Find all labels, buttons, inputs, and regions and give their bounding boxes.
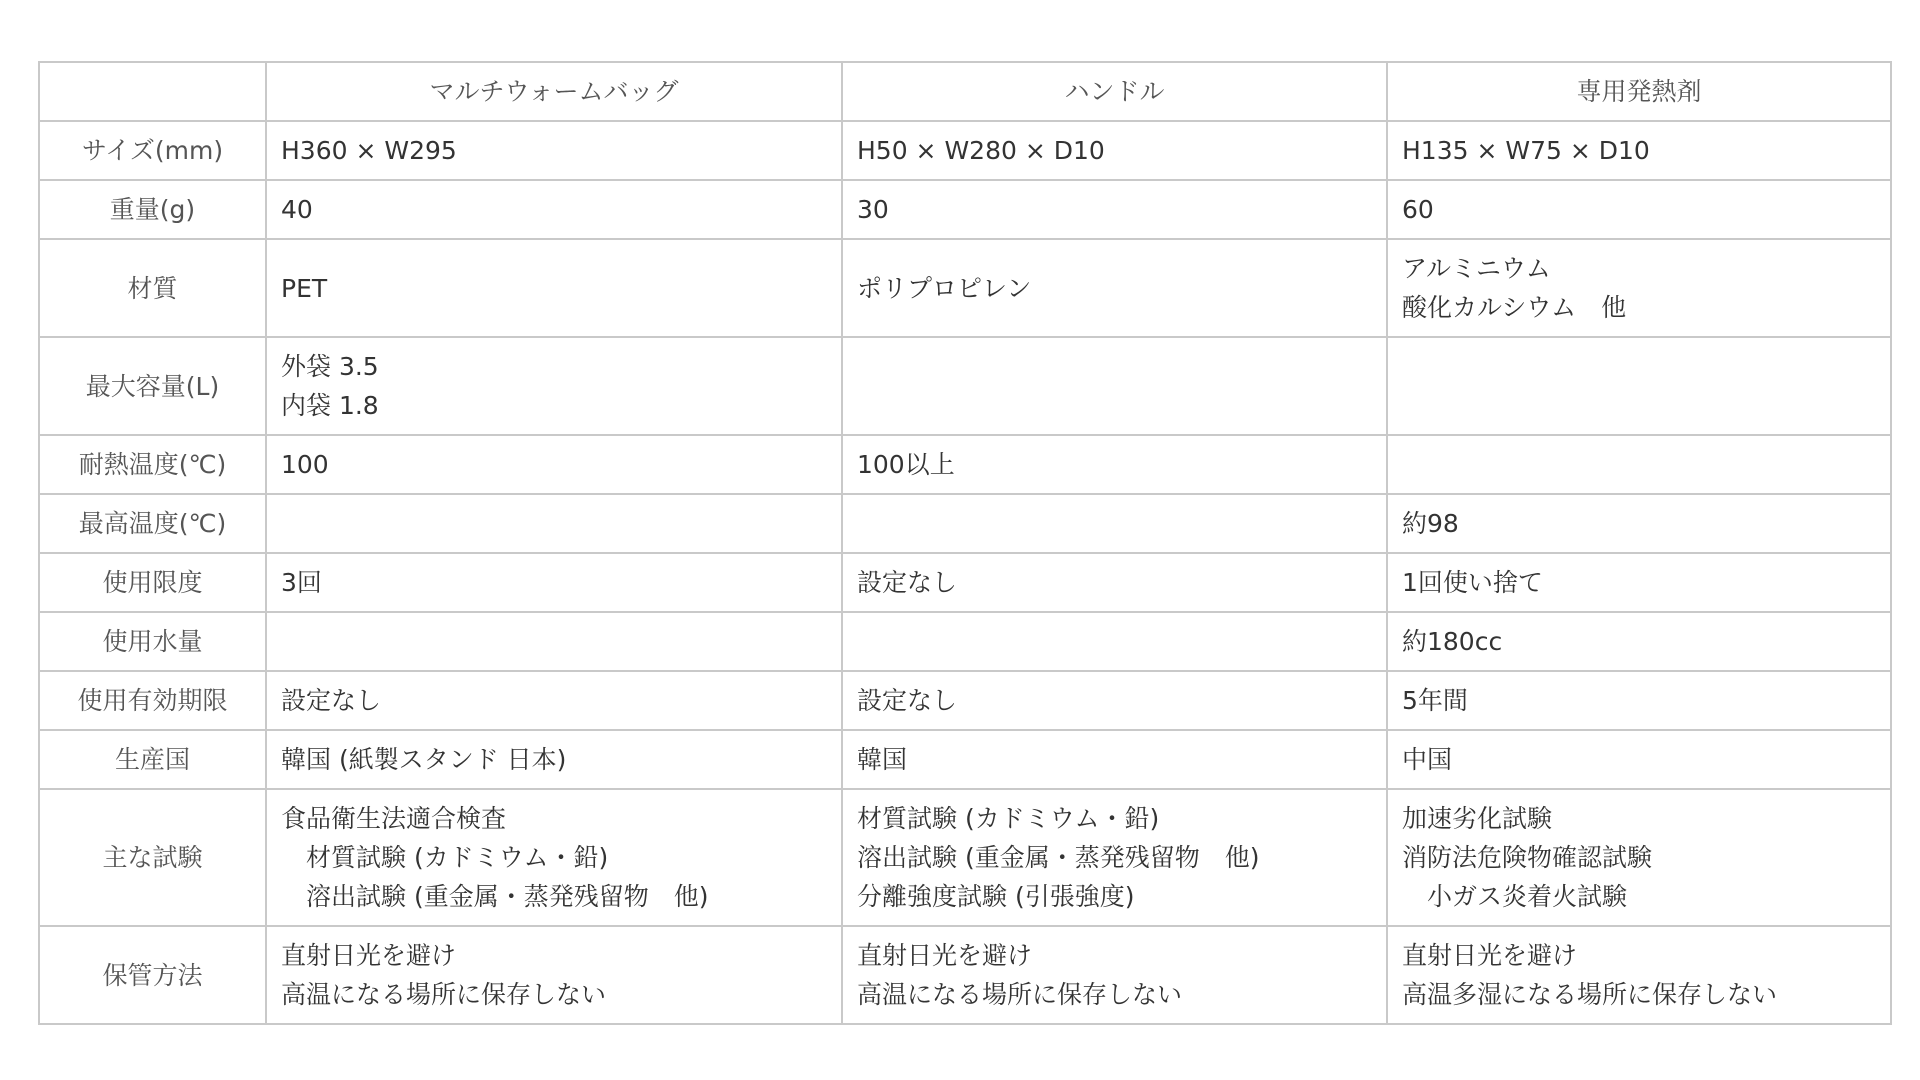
cell-line: 中国 — [1402, 745, 1453, 774]
cell-warm-bag — [266, 926, 842, 1024]
row-label: サイズ(mm) — [39, 121, 266, 180]
cell-line: 食品衛生法適合検査 — [281, 804, 507, 833]
cell-handle — [842, 435, 1387, 494]
cell-line: H50 × W280 × D10 — [857, 136, 1105, 165]
header-heating-agent: 専用発熱剤 — [1387, 62, 1891, 121]
cell-heating-agent — [1387, 789, 1891, 926]
capacity-row — [39, 337, 1891, 435]
header-handle: ハンドル — [842, 62, 1387, 121]
cell-line: 酸化カルシウム 他 — [1402, 293, 1627, 322]
cell-line: 高温になる場所に保存しない — [857, 980, 1183, 1009]
cell-line: 100以上 — [857, 450, 955, 479]
cell-line: 設定なし — [857, 686, 958, 715]
cell-heating-agent — [1387, 671, 1891, 730]
cell-line: 高温多湿になる場所に保存しない — [1402, 980, 1778, 1009]
cell-warm-bag — [266, 553, 842, 612]
cell-handle — [842, 926, 1387, 1024]
row-label: 重量(g) — [39, 180, 266, 239]
cell-line: ポリプロピレン — [857, 273, 1032, 303]
cell-warm-bag — [266, 337, 842, 435]
cell-line: アルミニウム — [1402, 254, 1551, 283]
cell-heating-agent — [1387, 121, 1891, 180]
header-corner-cell — [39, 62, 266, 121]
cell-line: 韓国 — [857, 745, 908, 774]
header-warm-bag: マルチウォームバッグ — [266, 62, 842, 121]
row-label: 生産国 — [39, 730, 266, 789]
cell-line: 1回使い捨て — [1402, 568, 1543, 597]
cell-handle — [842, 337, 1387, 435]
row-label: 保管方法 — [39, 926, 266, 1024]
cell-line: 分離強度試験 (引張強度) — [857, 882, 1135, 911]
cell-heating-agent — [1387, 435, 1891, 494]
cell-line: 直射日光を避け — [281, 941, 457, 970]
cell-warm-bag — [266, 239, 842, 337]
cell-line: 韓国 (紙製スタンド 日本) — [281, 745, 567, 774]
cell-line: H360 × W295 — [281, 136, 457, 165]
cell-handle — [842, 789, 1387, 926]
row-label: 使用有効期限 — [39, 671, 266, 730]
row-label: 使用水量 — [39, 612, 266, 671]
cell-line: 外袋 3.5 — [281, 352, 379, 381]
cell-warm-bag — [266, 435, 842, 494]
cell-handle — [842, 553, 1387, 612]
spec-table-body — [39, 62, 1891, 1024]
row-label: 主な試験 — [39, 789, 266, 926]
cell-warm-bag — [266, 494, 842, 553]
cell-line: 溶出試験 (重金属・蒸発残留物 他) — [857, 843, 1260, 872]
cell-line: 5年間 — [1402, 686, 1468, 715]
cell-handle — [842, 612, 1387, 671]
cell-warm-bag — [266, 730, 842, 789]
cell-line: 60 — [1402, 195, 1434, 224]
cell-warm-bag — [266, 180, 842, 239]
cell-warm-bag — [266, 612, 842, 671]
cell-line: 内袋 1.8 — [281, 391, 379, 420]
heat-resistance-row — [39, 435, 1891, 494]
expiry-row — [39, 671, 1891, 730]
cell-warm-bag — [266, 121, 842, 180]
cell-heating-agent — [1387, 494, 1891, 553]
cell-heating-agent — [1387, 180, 1891, 239]
cell-handle — [842, 121, 1387, 180]
tests-row — [39, 789, 1891, 926]
water-amount-row — [39, 612, 1891, 671]
cell-line: 高温になる場所に保存しない — [281, 980, 607, 1009]
cell-heating-agent — [1387, 337, 1891, 435]
cell-heating-agent — [1387, 926, 1891, 1024]
row-label: 最高温度(℃) — [39, 494, 266, 553]
row-label: 耐熱温度(℃) — [39, 435, 266, 494]
cell-handle — [842, 671, 1387, 730]
cell-line: 材質試験 (カドミウム・鉛) — [857, 804, 1160, 833]
cell-heating-agent — [1387, 553, 1891, 612]
cell-line: 40 — [281, 195, 313, 224]
cell-line: 溶出試験 (重金属・蒸発残留物 他) — [281, 882, 709, 911]
cell-heating-agent — [1387, 612, 1891, 671]
cell-warm-bag — [266, 671, 842, 730]
row-label: 使用限度 — [39, 553, 266, 612]
row-label: 材質 — [39, 239, 266, 337]
cell-line: 約180cc — [1402, 627, 1503, 656]
cell-warm-bag — [266, 789, 842, 926]
cell-line: 直射日光を避け — [1402, 941, 1578, 970]
cell-line: 消防法危険物確認試験 — [1402, 843, 1653, 872]
cell-handle — [842, 494, 1387, 553]
cell-line: 設定なし — [281, 686, 382, 715]
material-row — [39, 239, 1891, 337]
cell-line: 材質試験 (カドミウム・鉛) — [281, 843, 609, 872]
cell-heating-agent — [1387, 730, 1891, 789]
header-row — [39, 62, 1891, 121]
product-spec-table — [38, 61, 1892, 1025]
cell-line: H135 × W75 × D10 — [1402, 136, 1650, 165]
weight-row — [39, 180, 1891, 239]
size-row — [39, 121, 1891, 180]
storage-row — [39, 926, 1891, 1024]
cell-handle — [842, 239, 1387, 337]
cell-handle — [842, 730, 1387, 789]
origin-row — [39, 730, 1891, 789]
cell-line: 約98 — [1402, 509, 1459, 538]
row-label: 最大容量(L) — [39, 337, 266, 435]
max-temp-row — [39, 494, 1891, 553]
cell-line: 30 — [857, 195, 889, 224]
cell-heating-agent — [1387, 239, 1891, 337]
cell-line: 小ガス炎着火試験 — [1402, 882, 1628, 911]
cell-line: 100 — [281, 450, 329, 479]
usage-limit-row — [39, 553, 1891, 612]
cell-line: 直射日光を避け — [857, 941, 1033, 970]
cell-line: 加速劣化試験 — [1402, 804, 1553, 833]
cell-handle — [842, 180, 1387, 239]
cell-line: 3回 — [281, 568, 322, 597]
cell-line: 設定なし — [857, 568, 958, 597]
cell-line: PET — [281, 273, 328, 303]
